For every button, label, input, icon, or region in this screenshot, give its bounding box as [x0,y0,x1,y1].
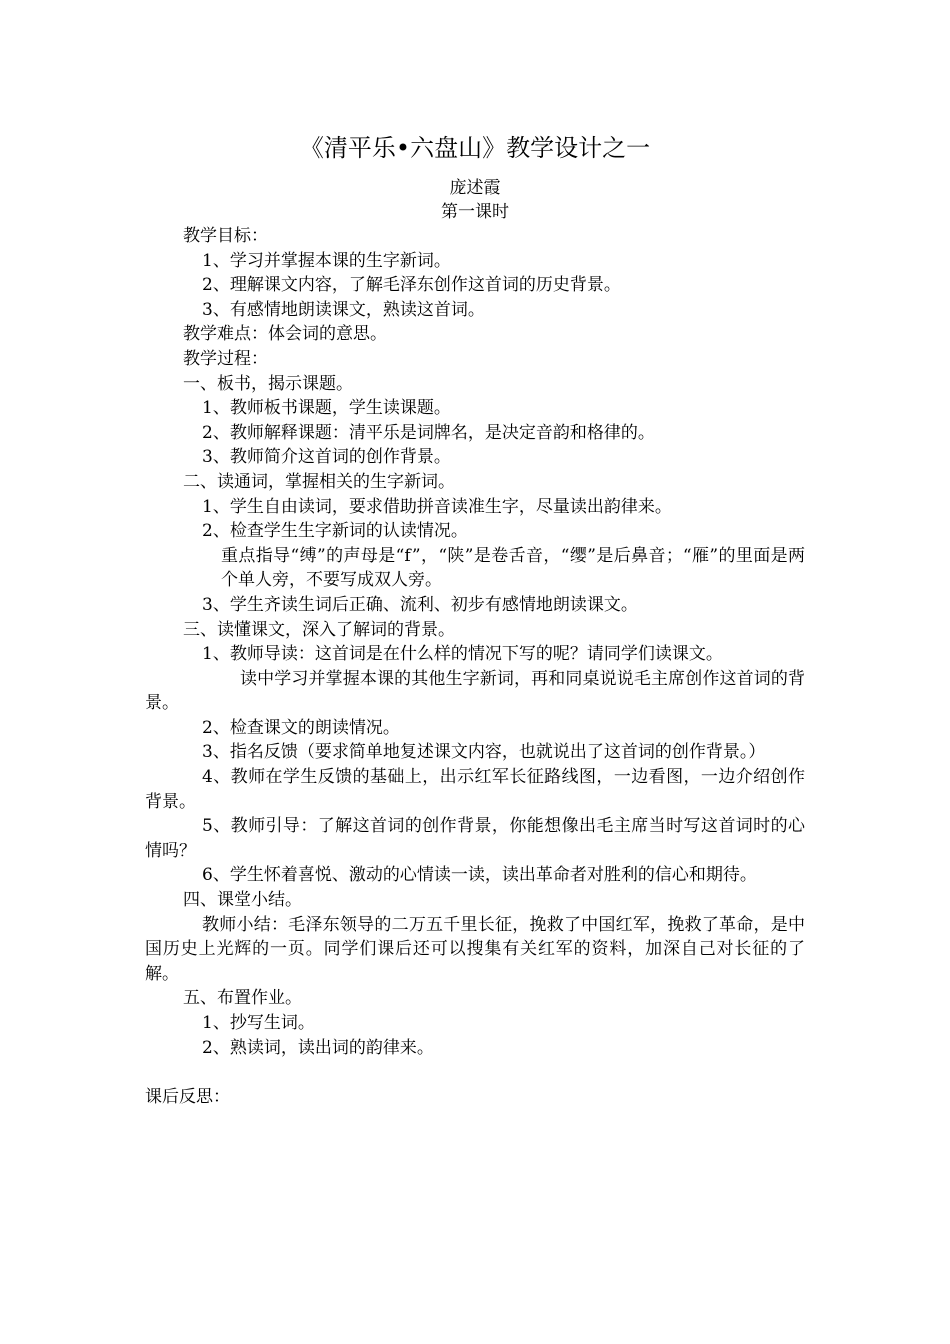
section-item: 5、教师引导：了解这首词的创作背景，你能想像出毛主席当时写这首词时的心情吗？ [145,816,805,861]
section-item: 3、教师简介这首词的创作背景。 [202,447,451,468]
blank-line [145,1060,805,1085]
section-heading: 四、课堂小结。 [183,890,302,911]
author-name: 庞述霞 [449,178,501,198]
document-title: 《清平乐•六盘山》教学设计之一 [299,134,651,162]
section-item: 1、教师导读：这首词是在什么样的情况下写的呢？请同学们读课文。 [202,644,723,665]
section-item: 3、指名反馈（要求简单地复述课文内容，也就说出了这首词的创作背景。） [202,742,766,763]
difficulty-text: 教学难点：体会词的意思。 [183,324,387,345]
objectives-heading: 教学目标： [183,226,268,246]
section-heading: 五、布置作业。 [183,988,302,1009]
objective-item: 1、学习并掌握本课的生字新词。 [202,250,451,271]
section-item: 2、教师解释课题：清平乐是词牌名，是决定音韵和格律的。 [202,422,655,443]
section-item: 2、检查学生生字新词的认读情况。 [202,521,468,542]
section-note: 教师小结：毛泽东领导的二万五千里长征，挽救了中国红军，挽救了革命，是中国历史上光辉的一页。同学们课后还可以搜集有关红军的资料，加深自己对长征的了解。 [145,914,805,984]
section-item: 2、熟读词，读出词的韵律来。 [202,1037,434,1058]
section-heading: 三、读懂课文，深入了解词的背景。 [183,619,455,640]
section-note: 重点指导“缚”的声母是“f”，“陕”是卷舌音，“缨”是后鼻音；“雁”的里面是两个单人旁，不要写成双人旁。 [221,545,805,591]
section-item: 4、教师在学生反馈的基础上，出示红军长征路线图，一边看图，一边介绍创作背景。 [145,767,805,812]
section-item: 1、教师板书课题，学生读课题。 [202,398,451,419]
section-note: 读中学习并掌握本课的其他生字新词，再和同桌说说毛主席创作这首词的背景。 [145,668,805,714]
process-heading: 教学过程： [183,348,268,369]
section-heading: 二、读通词，掌握相关的生字新词。 [183,471,455,492]
section-item: 6、学生怀着喜悦、激动的心情读一读，读出革命者对胜利的信心和期待。 [202,865,757,886]
section-heading: 一、板书，揭示课题。 [183,373,353,394]
objective-item: 2、理解课文内容，了解毛泽东创作这首词的历史背景。 [202,275,621,296]
section-item: 2、检查课文的朗读情况。 [202,717,400,738]
reflection-label: 课后反思： [145,1086,230,1107]
objective-item: 3、有感情地朗读课文，熟读这首词。 [202,299,485,320]
session-label: 第一课时 [441,202,509,222]
section-item: 1、抄写生词。 [202,1013,315,1033]
document-body [145,224,805,1109]
section-item: 1、学生自由读词，要求借助拼音读准生字，尽量读出韵律来。 [202,496,672,517]
section-item: 3、学生齐读生词后正确、流利、初步有感情地朗读课文。 [202,594,638,615]
